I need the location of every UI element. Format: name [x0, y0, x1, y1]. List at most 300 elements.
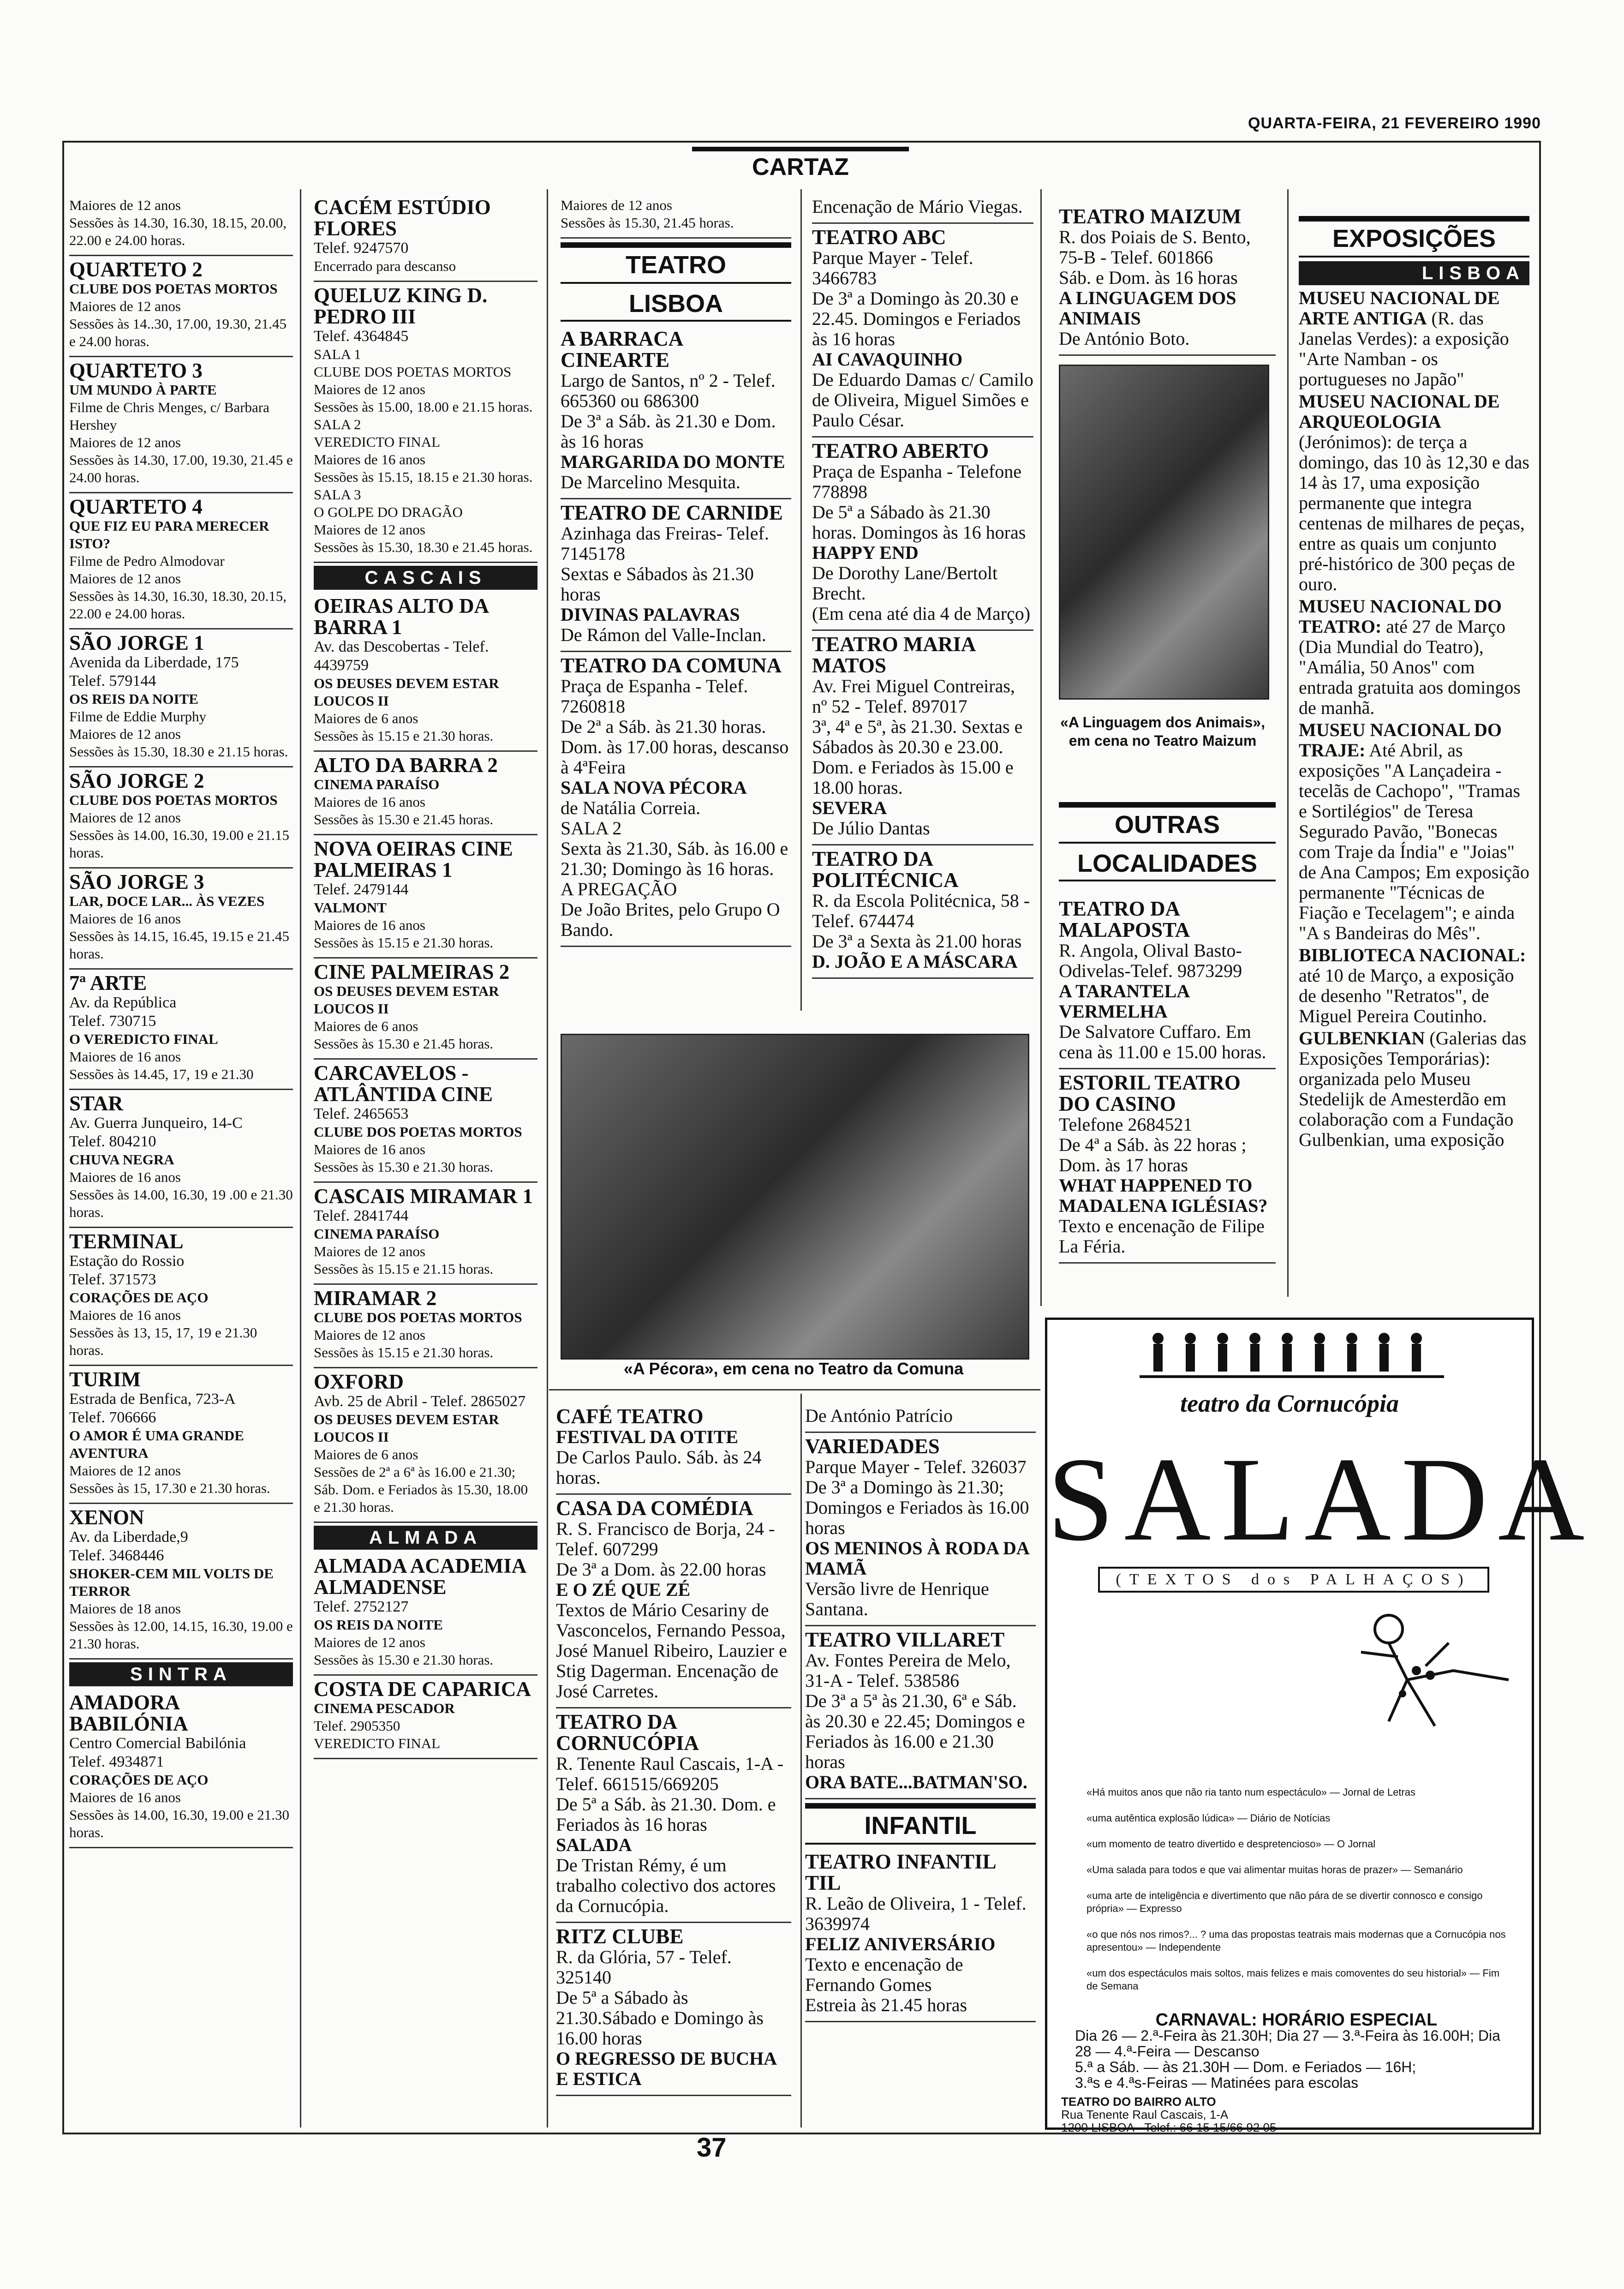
theatre-column-3: [561, 194, 791, 947]
session-info: O GOLPE DO DRAGÃO: [314, 504, 463, 520]
venue-name: QUARTETO 3: [69, 359, 203, 382]
theatre-name: TEATRO DE CARNIDE: [561, 501, 783, 524]
venue-name: AMADORA BABILÓNIA: [69, 1691, 188, 1735]
session-info: Maiores de 12 anos: [69, 298, 181, 314]
session-info: Maiores de 16 anos: [314, 451, 425, 467]
section-rule: [549, 1389, 1040, 1390]
session-info: Maiores de 16 anos: [69, 911, 181, 927]
film-title: QUE FIZ EU PARA MERECER ISTO?: [69, 518, 269, 551]
exhibition-venue: MUSEU NACIONAL DO TEATRO:: [1299, 596, 1502, 637]
theatre-info: R. S. Francisco de Borja, 24 - Telef. 607299: [556, 1518, 775, 1559]
ad-address: [1061, 2095, 1292, 2134]
play-credits: Texto e encenação de Fernando Gomes: [805, 1954, 963, 1995]
carnaval-title: CARNAVAL: HORÁRIO ESPECIAL: [1155, 2010, 1438, 2030]
exhibition-venue: MUSEU NACIONAL DE ARTE ANTIGA: [1299, 288, 1500, 329]
venue-address: Telef. 2752127: [314, 1598, 409, 1615]
listing-item: [314, 1285, 537, 1368]
session-info: Maiores de 12 anos: [69, 1462, 181, 1479]
theatre-item: [805, 1433, 1036, 1626]
session-info: Maiores de 12 anos: [69, 197, 181, 213]
venue-name: COSTA DE CAPARICA: [314, 1678, 531, 1701]
press-quote: «o que nós nos rimos?... ? uma das propostas teatrais mais modernas que a Cornucópia nos apresentou» — Independente: [1087, 1929, 1506, 1953]
theatre-info: De António Patrício: [805, 1405, 953, 1426]
session-info: Filme de Pedro Almodovar: [69, 553, 225, 569]
film-title: OS DEUSES DEVEM ESTAR LOUCOS II: [314, 1411, 499, 1445]
outras-localidades: [1059, 798, 1276, 885]
listing-item: [314, 282, 537, 563]
exhibition-description: Até Abril, as exposições "A Lançadeira - tecelãs de Cachopo", "Tramas e Sortilégios" de Teresa Segurado Pavão, "Bonecas com Traje da Índia" e "Joias" de Ana Campos; Em exposição permanente "Técnicas de Fiação e Tecelagem"; e ainda "A s Bandeiras do Mês".: [1299, 740, 1529, 943]
theatre-name: TEATRO DA COMUNA: [561, 654, 782, 677]
venue-name: SÃO JORGE 3: [69, 870, 204, 893]
venue-address: Telef. 2479144: [314, 881, 409, 898]
ad-script-title: teatro da Cornucópia: [1180, 1390, 1399, 1417]
play-credits: De João Brites, pelo Grupo O Bando.: [561, 899, 780, 940]
theatre-info: De 3ª a Domingo às 20.30 e 22.45. Domingos e Feriados às 16 horas: [812, 288, 1021, 349]
session-info: Sessões às 15.15 e 21.30 horas.: [314, 935, 494, 951]
theatre-info: R. Angola, Olival Basto-Odivelas-Telef. 9873299: [1059, 940, 1242, 981]
theatre-column-4: [812, 194, 1033, 979]
venue-address: Telef. 706666: [69, 1409, 156, 1426]
film-title: LAR, DOCE LAR... ÀS VEZES: [69, 893, 265, 909]
venue-name: CINE PALMEIRAS 2: [314, 960, 510, 983]
session-info: Sessões às 14.30, 16.30, 18.30, 20.15, 22.00 e 24.00 horas.: [69, 588, 287, 622]
venue-name: CASCAIS MIRAMAR 1: [314, 1185, 533, 1208]
film-title: CHUVA NEGRA: [69, 1151, 174, 1168]
listing-item: [314, 1676, 537, 1759]
exhibition-description: (R. das Janelas Verdes): a exposição "Arte Namban - os portugueses no Japão": [1299, 308, 1509, 389]
address-line: Rua Tenente Raul Cascais, 1-A: [1061, 2108, 1229, 2121]
venue-address: Centro Comercial Babilónia: [69, 1735, 246, 1752]
venue-address: Telef. 4364845: [314, 328, 409, 345]
carnaval-lines: [1075, 2028, 1518, 2091]
theatre-info: R. dos Poiais de S. Bento, 75-B - Telef. 601866: [1059, 227, 1251, 268]
theatre-name: A BARRACA CINEARTE: [561, 327, 682, 372]
theatre-item: [812, 845, 1033, 979]
session-info: Maiores de 12 anos: [69, 570, 181, 587]
cinema-column-1: [69, 194, 293, 1848]
play-credits: Textos de Mário Cesariny de Vasconcelos, Fernando Pessoa, José Manuel Ribeiro, Lauzier e Stig Dagerman. Encenação de José Carretes.: [556, 1600, 787, 1702]
region-bar: ALMADA: [314, 1526, 537, 1550]
session-info: Encerrado para descanso: [314, 258, 456, 274]
session-info: Sessões às 14.00, 16.30, 19.00 e 21.15 horas.: [69, 827, 290, 861]
session-info: Maiores de 6 anos: [314, 710, 418, 726]
theatre-info: Parque Mayer - Telef. 3466783: [812, 247, 973, 288]
theatre-name: VARIEDADES: [805, 1435, 940, 1458]
theatre-item: [556, 1923, 791, 2096]
listing-item: [69, 493, 293, 629]
region-bar: SINTRA: [69, 1662, 293, 1686]
film-title: SHOKER-CEM MIL VOLTS DE TERROR: [69, 1565, 274, 1599]
play-title: DIVINAS PALAVRAS: [561, 604, 740, 625]
venue-name: XENON: [69, 1506, 144, 1529]
theatre-item: [812, 194, 1033, 224]
theatre-item: [556, 1495, 791, 1708]
session-info: Sessões às 14.15, 16.45, 19.15 e 21.45 horas.: [69, 928, 290, 962]
listing-item: [314, 1060, 537, 1183]
session-info: CLUBE DOS POETAS MORTOS: [314, 364, 512, 380]
play-credits: De António Boto.: [1059, 328, 1190, 349]
play-credits: De Júlio Dantas: [812, 818, 930, 839]
section-title: CARTAZ: [752, 154, 849, 180]
theatre-name: TEATRO MARIA MATOS: [812, 633, 975, 677]
exhibition-venue: GULBENKIAN: [1299, 1028, 1425, 1049]
listing-item: [69, 194, 293, 256]
session-info: Maiores de 12 anos: [69, 809, 181, 826]
listing-item: [314, 1183, 537, 1285]
venue-name: SÃO JORGE 2: [69, 769, 204, 792]
venue-name: CACÉM ESTÚDIO FLORES: [314, 196, 491, 240]
theatre-info: De 5ª a Sáb. às 21.30. Dom. e Feriados às 16 horas: [556, 1794, 776, 1835]
localidades-header: LOCALIDADES: [1059, 847, 1276, 881]
maizum-photo: [1059, 365, 1269, 700]
theatre-info: Av. Fontes Pereira de Melo, 31-A - Telef. 538586: [805, 1650, 1011, 1691]
play-title: ORA BATE...BATMAN'SO.: [805, 1772, 1027, 1792]
exhibition-venue: MUSEU NACIONAL DO TRAJE:: [1299, 719, 1502, 761]
theatre-info: R. da Glória, 57 - Telef. 325140: [556, 1947, 732, 1988]
venue-address: Estação do Rossio: [69, 1252, 185, 1270]
session-info: Sessões às 15.00, 18.00 e 21.15 horas.: [314, 399, 533, 415]
theatre-info: 3ª, 4ª e 5ª, às 21.30. Sextas e Sábados às 20.30 e 23.00. Dom. e Feriados às 15.00 e 18.00 horas.: [812, 716, 1023, 798]
play-credits: De Marcelino Mesquita.: [561, 472, 740, 492]
theatre-info: R. Tenente Raul Cascais, 1-A - Telef. 661515/669205: [556, 1753, 784, 1794]
play-title: AI CAVAQUINHO: [812, 349, 963, 370]
film-title: OS REIS DA NOITE: [69, 691, 198, 707]
session-info: VEREDICTO FINAL: [314, 434, 441, 450]
session-info: Maiores de 16 anos: [69, 1789, 181, 1805]
film-title: CLUBE DOS POETAS MORTOS: [314, 1309, 522, 1325]
photo-caption: «A Pécora», em cena no Teatro da Comuna: [623, 1359, 964, 1378]
venue-address: Telef. 4934871: [69, 1753, 164, 1770]
session-info: Maiores de 12 anos: [561, 197, 672, 213]
theatre-name: TEATRO INFANTIL TIL: [805, 1850, 996, 1894]
teatro-header: TEATRO: [561, 242, 791, 284]
play-credits: SALA 2: [561, 818, 622, 839]
session-info: Maiores de 16 anos: [69, 1169, 181, 1185]
page-number: 37: [697, 2133, 727, 2163]
venue-name: ALTO DA BARRA 2: [314, 754, 498, 777]
press-quote: «uma arte de inteligência e divertimento que não pára de se divertir connosco e consigo própria» — Expresso: [1087, 1890, 1483, 1914]
listing-item: [314, 752, 537, 835]
venue-address: Avb. 25 de Abril - Telef. 2865027: [314, 1393, 526, 1410]
exhibition-venue: BIBLIOTECA NACIONAL:: [1299, 945, 1526, 965]
ad-quotes: [1087, 1786, 1511, 2006]
outras-header: OUTRAS: [1059, 802, 1276, 844]
venue-name: ALMADA ACADEMIA ALMADENSE: [314, 1554, 525, 1599]
film-title: OS DEUSES DEVEM ESTAR LOUCOS II: [314, 675, 499, 709]
ad-subtitle: (TEXTOS dos PALHAÇOS): [1098, 1567, 1489, 1593]
listing-item: [69, 1090, 293, 1228]
theatre-info: De 3ª a Dom. às 22.00 horas: [556, 1559, 766, 1580]
theatre-info: Largo de Santos, nº 2 - Telef. 665360 ou 686300: [561, 370, 776, 411]
play-credits: De Salvatore Cuffaro. Em cena às 11.00 e 15.00 horas.: [1059, 1021, 1266, 1062]
theatre-info: Azinhaga das Freiras- Telef. 7145178: [561, 523, 769, 564]
listing-item: [69, 767, 293, 869]
exhibition-description: até 10 de Março, a exposição de desenho "Retratos", de Miguel Pereira Coutinho.: [1299, 965, 1514, 1026]
listing-item: [314, 593, 537, 752]
play-title: O REGRESSO DE BUCHA E ESTICA: [556, 2048, 776, 2089]
listing-item: [314, 835, 537, 959]
play-credits: A PREGAÇÃO: [561, 879, 677, 899]
venue-name: CARCAVELOS - ATLÂNTIDA CINE: [314, 1061, 493, 1106]
play-credits: Sexta às 21.30, Sáb. às 16.00 e 21.30; Domingo às 16 horas.: [561, 838, 788, 879]
film-title: UM MUNDO À PARTE: [69, 382, 217, 398]
listing-item: [69, 1366, 293, 1504]
session-info: Sessões às 14..30, 17.00, 19.30, 21.45 e 24.00 horas.: [69, 316, 287, 349]
session-info: Telef. 2905350: [314, 1718, 400, 1734]
session-info: Sessões às 15.15 e 21.30 horas.: [314, 728, 494, 744]
theatre-name: RITZ CLUBE: [556, 1925, 684, 1948]
venue-address: Telef. 2465653: [314, 1105, 409, 1122]
session-info: VEREDICTO FINAL: [314, 1735, 441, 1751]
theatre-info: De 5ª a Sábado às 21.30 horas. Domingos às 16 horas: [812, 502, 1026, 543]
play-credits: De Eduardo Damas c/ Camilo de Oliveira, Miguel Simões e Paulo César.: [812, 369, 1033, 431]
venue-address: Av. da República: [69, 994, 177, 1011]
session-info: Maiores de 16 anos: [69, 1049, 181, 1065]
theatre-name: TEATRO DA MALAPOSTA: [1059, 897, 1190, 941]
play-credits: Estreia às 21.45 horas: [805, 1995, 967, 2015]
play-title: FELIZ ANIVERSÁRIO: [805, 1934, 996, 1954]
lisboa-header: LISBOA: [561, 288, 791, 322]
exposicoes-column: [1299, 212, 1529, 1152]
session-info: Sessões às 15.30, 21.45 horas.: [561, 215, 734, 231]
listing-item: [314, 1552, 537, 1676]
venue-name: QUARTETO 2: [69, 258, 203, 281]
session-info: Maiores de 12 anos: [314, 521, 425, 538]
listing-item: [69, 1689, 293, 1848]
theatre-item: [1059, 1069, 1276, 1264]
exhibition-entry: [1299, 1028, 1529, 1150]
session-info: Sessões às 15.15, 18.15 e 21.30 horas.: [314, 469, 533, 485]
session-info: Sessões às 15.30 e 21.30 horas.: [314, 1159, 494, 1175]
theatre-item: [812, 631, 1033, 845]
theatre-name: TEATRO VILLARET: [805, 1628, 1005, 1651]
play-credits: De Dorothy Lane/Bertolt Brecht.: [812, 563, 998, 604]
film-title: VALMONT: [314, 899, 387, 916]
venue-address: Av. das Descobertas - Telef. 4439759: [314, 638, 489, 674]
theatre-info: R. da Escola Politécnica, 58 - Telef. 674474: [812, 890, 1030, 931]
film-title: O VEREDICTO FINAL: [69, 1031, 218, 1047]
theatre-item: [805, 1626, 1036, 1799]
clown-illustration: [1333, 1601, 1527, 1740]
film-title: CINEMA PARAÍSO: [314, 776, 440, 792]
column-rule: [800, 189, 802, 1011]
listing-item: [69, 1504, 293, 1660]
session-info: Sessões às 14.00, 16.30, 19.00 e 21.30 horas.: [69, 1807, 290, 1840]
play-credits: (Em cena até dia 4 de Março): [812, 603, 1031, 624]
listing-item: [69, 629, 293, 767]
venue-address: Telef. 579144: [69, 672, 156, 689]
theatre-item: [1059, 203, 1276, 356]
venue-name: STAR: [69, 1092, 123, 1115]
session-info: Maiores de 16 anos: [314, 794, 425, 810]
venue-address: Telef. 371573: [69, 1271, 156, 1288]
venue-name: QUELUZ KING D. PEDRO III: [314, 284, 488, 328]
column-rule: [547, 189, 548, 2127]
session-info: Filme de Chris Menges, c/ Barbara Hershey: [69, 399, 269, 433]
exhibition-entry: [1299, 945, 1529, 1026]
play-credits: De Carlos Paulo. Sáb. às 24 horas.: [556, 1447, 762, 1488]
session-info: Sessões às 15.15 e 21.30 horas.: [314, 1344, 494, 1360]
play-credits: Versão livre de Henrique Santana.: [805, 1578, 989, 1619]
session-info: Maiores de 12 anos: [314, 1634, 425, 1650]
salada-advertisement: [1045, 1318, 1595, 2134]
venue-name: NOVA OEIRAS CINE PALMEIRAS 1: [314, 837, 513, 881]
venue-name: 7ª ARTE: [69, 971, 147, 995]
exhibition-entry: [1299, 288, 1529, 389]
play-credits: De Rámon del Valle-Inclan.: [561, 624, 766, 645]
session-info: Sessões às 15.30, 18.30 e 21.45 horas.: [314, 539, 533, 555]
listing-item: [314, 194, 537, 282]
column-rule: [1287, 189, 1289, 1297]
session-info: Maiores de 6 anos: [314, 1018, 418, 1034]
carnaval-line: Dia 26 — 2.ª-Feira às 21.30H; Dia 27 — 3.ª-Feira às 16.00H; Dia 28 — 4.ª-Feira — Descanso: [1075, 2027, 1500, 2060]
theatre-info: Encenação de Mário Viegas.: [812, 196, 1023, 217]
session-info: Maiores de 16 anos: [314, 1141, 425, 1157]
play-title: WHAT HAPPENED TO MADALENA IGLÉSIAS?: [1059, 1175, 1268, 1216]
exhibition-description: (Jerónimos): de terça a domingo, das 10 às 12,30 e das 14 às 17, uma exposição permanente que integra centenas de milhares de peças, entre as quais um conjunto pré-histórico de 300 peças de ouro.: [1299, 431, 1529, 594]
session-info: Sessões às 15, 17.30 e 21.30 horas.: [69, 1480, 270, 1496]
venue-name: TURIM: [69, 1368, 141, 1391]
venue-address: Av. Guerra Junqueiro, 14-C: [69, 1115, 243, 1132]
play-title: MARGARIDA DO MONTE: [561, 451, 785, 472]
session-info: Maiores de 16 anos: [69, 1307, 181, 1323]
session-info: SALA 2: [314, 416, 361, 432]
theatre-column-5: [1059, 203, 1276, 356]
session-info: Maiores de 18 anos: [69, 1600, 181, 1617]
theatre-name: TEATRO DA CORNUCÓPIA: [556, 1710, 699, 1755]
press-quote: «um momento de teatro divertido e despretencioso» — O Jornal: [1087, 1838, 1376, 1850]
play-title: D. JOÃO E A MÁSCARA: [812, 951, 1018, 972]
theatre-item: [805, 1848, 1036, 2022]
theatre-name: TEATRO ABC: [812, 226, 946, 249]
press-quote: «uma autêntica explosão lúdica» — Diário de Notícias: [1087, 1812, 1331, 1824]
theatre-column-3b: [556, 1403, 791, 2096]
theatre-item: [805, 1403, 1036, 1433]
theatre-info: Parque Mayer - Telef. 326037: [805, 1456, 1027, 1477]
press-quote: «Uma salada para todos e que vai alimentar muitas horas de prazer» — Semanário: [1087, 1864, 1463, 1876]
exhibition-description: (Galerias das Exposições Temporárias): organizada pelo Museu Stedelijk de Amesterdão em colaboração com a Fundação Gulbenkian, uma exposição: [1299, 1028, 1527, 1150]
venue-name: QUARTETO 4: [69, 495, 203, 518]
address-line: 1200 LISBOA - Telef.: 66 15 15/66 92 05: [1061, 2121, 1277, 2134]
exposicoes-header: EXPOSIÇÕES: [1299, 216, 1529, 258]
venue-address: Telef. 2841744: [314, 1207, 409, 1224]
session-info: Sessões às 14.30, 17.00, 19.30, 21.45 e 24.00 horas.: [69, 452, 293, 485]
listing-item: [314, 1368, 537, 1523]
theatre-info: Telefone 2684521: [1059, 1114, 1193, 1135]
exhibition-entry: [1299, 596, 1529, 718]
theatre-info: De 2ª a Sáb. às 21.30 horas. Dom. às 17.00 horas, descanso à 4ªFeira: [561, 716, 789, 778]
theatre-info: De 5ª a Sábado às 21.30.Sábado e Domingo às 16.00 horas: [556, 1987, 764, 2049]
dateline: QUARTA-FEIRA, 21 FEVEREIRO 1990: [1248, 114, 1541, 132]
venue-address: Av. da Liberdade,9: [69, 1528, 188, 1546]
play-title: SALADA: [556, 1834, 632, 1855]
play-title: A TARANTELA VERMELHA: [1059, 981, 1189, 1022]
session-info: Filme de Eddie Murphy: [69, 708, 207, 725]
venue-name: OXFORD: [314, 1370, 404, 1393]
cartaz-rule: [692, 147, 909, 151]
theatre-name: TEATRO MAIZUM: [1059, 205, 1242, 228]
theatre-item: [812, 224, 1033, 437]
column-rule: [300, 189, 301, 2127]
venue-address: Telef. 730715: [69, 1013, 156, 1030]
theatre-info: De 3ª a Sáb. às 21.30 e Dom. às 16 horas: [561, 411, 776, 452]
session-info: Maiores de 6 anos: [314, 1446, 418, 1462]
listing-item: [314, 959, 537, 1060]
theatre-name: TEATRO ABERTO: [812, 439, 989, 462]
theatre-item: [556, 1708, 791, 1923]
exhibition-entry: [1299, 391, 1529, 594]
film-title: CORAÇÕES DE AÇO: [69, 1289, 209, 1306]
session-info: Maiores de 12 anos: [314, 1327, 425, 1343]
theatre-photo: [561, 1034, 1029, 1360]
venue-name: TERMINAL: [69, 1230, 184, 1253]
theatre-info: Sáb. e Dom. às 16 horas: [1059, 267, 1238, 288]
theatre-info: Praça de Espanha - Telefone 778898: [812, 461, 1022, 502]
film-title: CINEMA PARAÍSO: [314, 1226, 440, 1242]
theatre-name: TEATRO DA POLITÉCNICA: [812, 847, 959, 892]
play-title: HAPPY END: [812, 542, 919, 563]
theatre-column-5b: [1059, 895, 1276, 1264]
exhibition-description: até 27 de Março (Dia Mundial do Teatro), "Amália, 50 Anos" com entrada gratuita aos domingos de manhã.: [1299, 616, 1521, 718]
exhibition-entry: [1299, 720, 1529, 943]
region-bar: CASCAIS: [314, 566, 537, 590]
session-info: Maiores de 12 anos: [69, 434, 181, 450]
theatre-item: [561, 499, 791, 652]
exhibition-venue: MUSEU NACIONAL DE ARQUEOLOGIA: [1299, 391, 1500, 432]
theatre-name: CAFÉ TEATRO: [556, 1405, 704, 1428]
column-rule: [1040, 189, 1042, 1306]
listing-item: [69, 869, 293, 970]
carnaval-line: 5.ª a Sáb. — às 21.30H — Dom. e Feriados — 16H;: [1075, 2059, 1416, 2075]
play-credits: De Tristan Rémy, é um trabalho colectivo dos actores da Cornucópia.: [556, 1855, 776, 1916]
venue-address: Telef. 9247570: [314, 240, 409, 257]
venue-address: Telef. 3468446: [69, 1547, 164, 1564]
exposicoes-list: [1299, 288, 1529, 1150]
theatre-info: Sextas e Sábados às 21.30 horas: [561, 563, 754, 605]
theatre-item: [556, 1403, 791, 1495]
cinema-column-2: [314, 194, 537, 1759]
session-info: Maiores de 16 anos: [314, 917, 425, 933]
press-quote: «Há muitos anos que não ria tanto num espectáculo» — Jornal de Letras: [1087, 1786, 1415, 1798]
session-info: Sessões às 14.45, 17, 19 e 21.30: [69, 1066, 254, 1082]
listing-item: [69, 970, 293, 1090]
theatre-item: [812, 437, 1033, 631]
theatre-item: [1059, 895, 1276, 1069]
session-info: Sessões às 15.15 e 21.15 horas.: [314, 1261, 494, 1277]
session-info: SALA 3: [314, 486, 361, 503]
venue-address: Avenida da Liberdade, 175: [69, 654, 239, 671]
continued-listing: [561, 194, 791, 239]
listing-item: [69, 1228, 293, 1366]
ad-carnaval: [1075, 2012, 1518, 2091]
ad-title: SALADA: [1047, 1433, 1595, 1566]
column-rule: [800, 1394, 802, 2127]
session-info: Sessões às 15.30, 18.30 e 21.15 horas.: [69, 743, 288, 760]
play-title: FESTIVAL DA OTITE: [556, 1426, 738, 1447]
theatre-info: De 3ª a Sexta às 21.00 horas: [812, 931, 1022, 952]
venue-name: OEIRAS ALTO DA BARRA 1: [314, 594, 488, 639]
session-info: Sessões às 15.30 e 21.45 horas.: [314, 1036, 494, 1052]
category-header: INFANTIL: [805, 1803, 1036, 1845]
listing-item: [69, 357, 293, 493]
theatre-info: De 3ª a 5ª às 21.30, 6ª e Sáb. às 20.30 e 22.45; Domingos e Feriados às 16.00 e 21.30 horas: [805, 1690, 1025, 1772]
session-info: SALA 1: [314, 346, 361, 362]
venue-name: SÃO JORGE 1: [69, 631, 204, 654]
theatre-info: De 3ª a Domingo às 21.30; Domingos e Feriados às 16.00 horas: [805, 1477, 1029, 1538]
venue-address: Telef. 804210: [69, 1133, 156, 1150]
press-quote: «um dos espectáculos mais soltos, mais felizes e mais comoventes do seu historial» — Fim de Semana: [1087, 1967, 1500, 1992]
session-info: Maiores de 12 anos: [314, 1243, 425, 1259]
